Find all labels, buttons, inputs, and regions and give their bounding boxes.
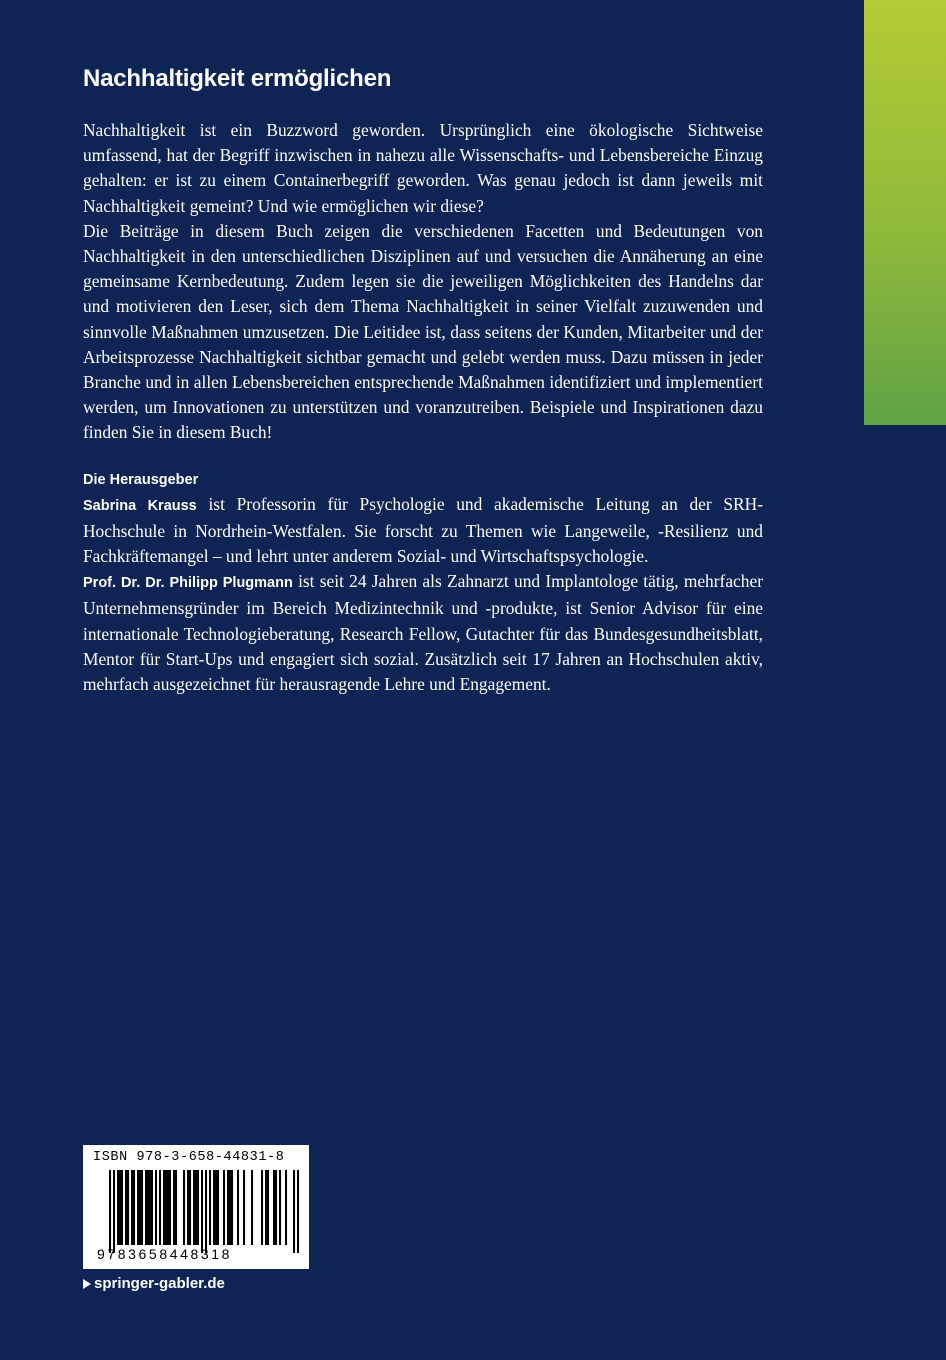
publisher-url: springer-gabler.de (94, 1275, 225, 1292)
barcode-bar (275, 1170, 277, 1245)
isbn-barcode (83, 1145, 309, 1269)
barcode-bar (297, 1170, 299, 1253)
barcode-bar (151, 1170, 153, 1245)
barcode-bar (113, 1170, 115, 1253)
barcode-bar (109, 1170, 111, 1253)
barcode-bar (285, 1170, 287, 1245)
barcode-bar (273, 1170, 275, 1245)
barcode-bar (175, 1170, 177, 1245)
barcode-bar (127, 1170, 129, 1245)
barcode-bar (209, 1170, 211, 1245)
barcode-bar (189, 1170, 191, 1245)
barcode-bar (251, 1170, 253, 1245)
barcode-bar (197, 1170, 199, 1245)
editor-name: Sabrina Krauss (83, 497, 197, 514)
editor-bio: ist Professorin für Psychologie und akademische Leitung an der SRH-Hochschule in Nordrhein-Westfalen. Sie forscht zu Themen wie Langeweile, -Resilienz und Fachkräftemangel – und lehrt unter anderem Sozial- und Wirtschaftspsychologie. (83, 493, 763, 567)
barcode-bar (145, 1170, 147, 1245)
barcode-bar (119, 1170, 121, 1245)
isbn-label: ISBN 978-3-658-44831-8 (93, 1150, 285, 1165)
barcode-bar (201, 1170, 203, 1253)
barcode-bar (121, 1170, 123, 1245)
barcode-bar (131, 1170, 133, 1245)
editor-entry (83, 492, 763, 570)
editor-entry (83, 569, 763, 697)
barcode-bar (125, 1170, 127, 1245)
publisher-link[interactable] (83, 1274, 225, 1294)
editor-bio: ist seit 24 Jahren als Zahnarzt und Implantologe tätig, mehrfacher Unternehmensgründer im Bereich Medizintechnik und -produkte, ist Senior Advisor für eine internationale Technologieberatung, Research Fellow, Gutachter für das Bundesgesundheitsblatt, Mentor für Start-Ups und engagiert sich sozial. Zusätzlich seit 17 Jahren an Hochschulen aktiv, mehrfach ausgezeichnet für herausragende Lehre und Engagement. (83, 571, 763, 695)
barcode-bar (163, 1170, 165, 1245)
barcode-bar (215, 1170, 217, 1245)
barcode-bar (217, 1170, 219, 1245)
editors-section (83, 492, 763, 698)
barcode-bar (193, 1170, 195, 1245)
barcode-bar (141, 1170, 143, 1245)
ean-digits: 9783658448318 (97, 1246, 233, 1262)
barcode-bar (261, 1170, 263, 1245)
accent-bar (864, 0, 946, 425)
editor-name: Prof. Dr. Dr. Philipp Plugmann (83, 575, 293, 592)
barcode-bar (167, 1170, 169, 1245)
barcode-bar (243, 1170, 245, 1245)
barcode-bar (267, 1170, 269, 1245)
description-paragraph-1: Nachhaltigkeit ist ein Buzzword geworden. Ursprünglich eine ökologische Sichtweise umfassend, hat der Begriff inzwischen in nahezu alle Wissenschafts- und Lebensbereiche Einzug gehalten: er ist zu einem Containerbegriff geworden. Was genau jedoch ist dann jeweils mit Nachhaltigkeit gemeint? Und wie ermöglichen wir diese? (83, 120, 763, 216)
barcode-bar (231, 1170, 233, 1245)
barcode-bar (279, 1170, 281, 1245)
barcode-bar (117, 1170, 119, 1245)
barcode-bar (137, 1170, 139, 1245)
barcode-bar (265, 1170, 267, 1245)
barcode-bar (133, 1170, 135, 1245)
barcode-bar (173, 1170, 175, 1245)
arrow-right-icon (83, 1279, 91, 1289)
barcode-bar (139, 1170, 141, 1245)
back-cover-content (83, 64, 763, 697)
barcode-bar (187, 1170, 189, 1245)
barcode-bar (147, 1170, 149, 1245)
barcode-bar (205, 1170, 207, 1253)
barcode-bar (227, 1170, 229, 1245)
editors-heading: Die Herausgeber (83, 471, 199, 488)
barcode-bar (237, 1170, 239, 1245)
barcode-bar (183, 1170, 185, 1245)
barcode-bar (229, 1170, 231, 1245)
barcode-bar (223, 1170, 225, 1245)
barcode-bar (149, 1170, 151, 1245)
barcode-bar (165, 1170, 167, 1245)
barcode-bar (293, 1170, 295, 1253)
book-title: Nachhaltigkeit ermöglichen (83, 65, 392, 92)
description-paragraph-2: Die Beiträge in diesem Buch zeigen die verschiedenen Facetten und Bedeutungen von Nachhaltigkeit in den unterschiedlichen Disziplinen auf und versuchen die Annäherung an eine gemeinsame Kernbedeutung. Zudem legen sie die jeweiligen Möglichkeiten des Handelns dar und motivieren den Leser, sich dem Thema Nachhaltigkeit in seiner Vielfalt zuzuwenden und sinnvolle Maßnahmen umzusetzen. Die Leitidee ist, dass seitens der Kunden, Mitarbeiter und der Arbeitsprozesse Nachhaltigkeit sichtbar gemacht und gelebt werden muss. Dazu müssen in jeder Branche und in allen Lebensbereichen entsprechende Maßnahmen identifiziert und implementiert werden, um Innovationen zu unterstützen und voranzutreiben. Beispiele und Inspirationen dazu finden Sie in diesem Buch! (83, 220, 763, 443)
barcode-bar (169, 1170, 171, 1245)
barcode-bar (159, 1170, 161, 1245)
book-description (83, 118, 763, 446)
barcode-bar (155, 1170, 157, 1245)
barcode-bar (213, 1170, 215, 1245)
barcode-bar (195, 1170, 197, 1245)
